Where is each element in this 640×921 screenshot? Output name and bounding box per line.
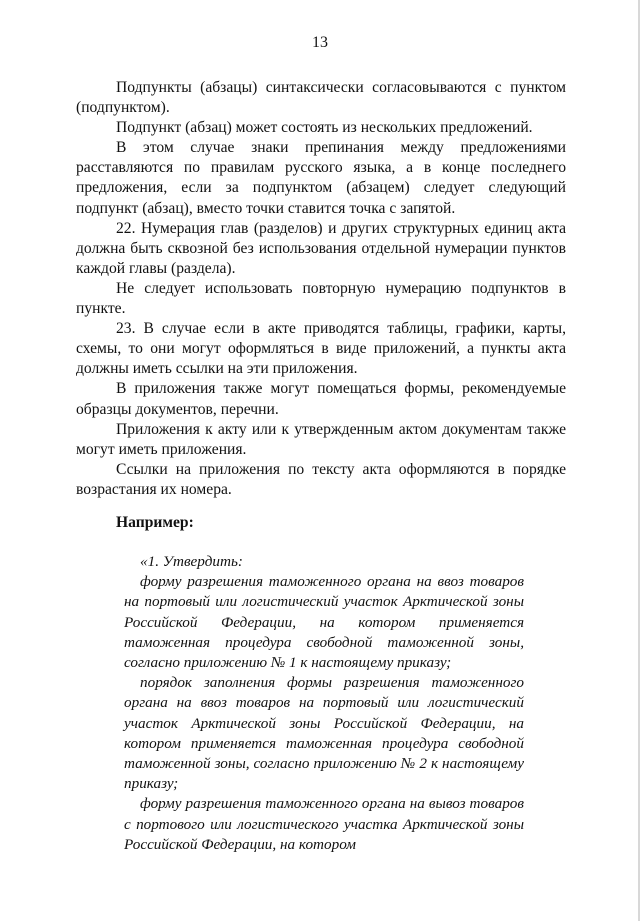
- paragraph: В приложения также могут помещаться формы, рекомендуемые образцы документов, перечни.: [76, 380, 566, 418]
- paragraph: Подпункт (абзац) может состоять из нескольких предложений.: [116, 119, 533, 137]
- example-paragraph: форму разрешения таможенного органа на ввоз товаров на портовый или логистический участок Арктической зоны Российской Федерации, на котором применяется таможенная процедура свободной таможенной зоны, согласно приложению № 1 к настоящему приказу;: [124, 573, 524, 672]
- paragraph: В этом случае знаки препинания между предложениями расставляются по правилам русского языка, а в конце последнего предложения, если за подпунктом (абзацем) следует следующий подпункт (абзац), вместо точки ставится точка с запятой.: [76, 139, 566, 217]
- paragraph: Ссылки на приложения по тексту акта оформляются в порядке возрастания их номера.: [76, 460, 566, 498]
- example-paragraph: форму разрешения таможенного органа на вывоз товаров с портового или логистического участка Арктической зоны Российской Федерации, на котором: [124, 795, 524, 853]
- body-text: [76, 78, 566, 500]
- page-number: 13: [312, 34, 328, 51]
- paragraph: 22. Нумерация глав (разделов) и других структурных единиц акта должна быть сквозной без использования отдельной нумерации пунктов каждой главы (раздела).: [76, 219, 566, 277]
- example-paragraph: «1. Утвердить:: [140, 553, 243, 570]
- paragraph: 23. В случае если в акте приводятся таблицы, графики, карты, схемы, то они могут оформляться в виде приложений, а пункты акта должны иметь ссылки на эти приложения.: [76, 320, 566, 378]
- paragraph: Приложения к акту или к утвержденным актом документам также могут иметь приложения.: [76, 420, 566, 458]
- paragraph: Не следует использовать повторную нумерацию подпунктов в пункте.: [76, 279, 566, 318]
- paragraph: Подпункты (абзацы) синтаксически согласовываются с пунктом (подпунктом).: [76, 79, 566, 117]
- example-paragraph: порядок заполнения формы разрешения таможенного органа на ввоз товаров на портовый или логистический участок Арктической зоны Российской Федерации, на котором применяется таможенная процедура свободной таможенной зоны, согласно приложению № 2 к настоящему приказу;: [124, 674, 524, 793]
- example-heading: Например:: [116, 514, 194, 531]
- example-quote: [124, 552, 524, 855]
